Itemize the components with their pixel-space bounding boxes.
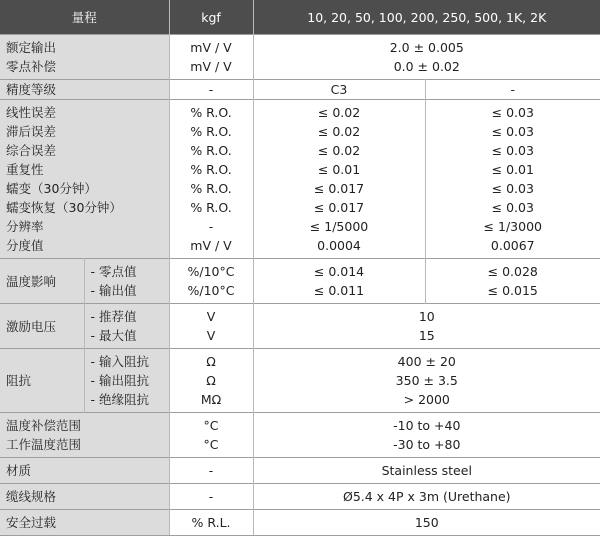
hysteresis-unit: % R.O. — [190, 124, 232, 139]
combined-error-col2: ≤ 0.03 — [491, 143, 534, 158]
temp-range-values — [253, 413, 600, 458]
accuracy-label: 精度等级 — [0, 80, 169, 100]
creep-return-col2: ≤ 0.03 — [491, 200, 534, 215]
temp-effect-sublabels — [84, 259, 169, 304]
error-values-col1 — [253, 100, 425, 259]
resistance-sublabels — [84, 349, 169, 413]
resolution-col1: ≤ 1/5000 — [309, 219, 369, 234]
temp-effect-zero-col1: ≤ 0.014 — [313, 264, 365, 279]
rated-output-group-label — [0, 35, 169, 80]
resolution-col2: ≤ 1/3000 — [483, 219, 542, 234]
repeatability-col1: ≤ 0.01 — [317, 162, 361, 177]
linearity-unit: % R.O. — [190, 105, 232, 120]
division-col2: 0.0067 — [490, 238, 535, 253]
compensated-temp-label: 温度补偿范围 — [6, 418, 82, 433]
table-row — [0, 458, 600, 484]
material-value: Stainless steel — [253, 458, 600, 484]
resolution-label: 分辨率 — [6, 219, 44, 234]
rated-output-label: 额定输出 — [6, 40, 57, 55]
header-param: 量程 — [0, 0, 169, 35]
excitation-sublabels — [84, 304, 169, 349]
temp-effect-output-col1: ≤ 0.011 — [313, 283, 365, 298]
table-row — [0, 484, 600, 510]
table-row — [0, 349, 600, 413]
temp-effect-zero-col2: ≤ 0.028 — [487, 264, 538, 279]
temp-range-labels — [0, 413, 169, 458]
temp-effect-col2 — [425, 259, 600, 304]
operating-temp-value: -30 to +80 — [393, 437, 461, 452]
excitation-recommended-label: - 推荐值 — [90, 309, 137, 324]
excitation-recommended-value: 10 — [418, 309, 435, 324]
temp-effect-output-col2: ≤ 0.015 — [487, 283, 538, 298]
cable-value: Ø5.4 x 4P x 3m (Urethane) — [253, 484, 600, 510]
material-unit: - — [169, 458, 253, 484]
temp-effect-zero-unit: %/10°C — [187, 264, 235, 279]
excitation-max-value: 15 — [418, 328, 435, 343]
operating-temp-unit: °C — [203, 437, 219, 452]
temp-effect-output-unit: %/10°C — [187, 283, 235, 298]
accuracy-col1: C3 — [253, 80, 425, 100]
division-label: 分度值 — [6, 238, 44, 253]
output-resistance-value: 350 ± 3.5 — [395, 373, 458, 388]
creep-return-unit: % R.O. — [190, 200, 232, 215]
insulation-resistance-label: - 绝缘阻抗 — [90, 392, 149, 407]
table-row — [0, 100, 600, 259]
creep-return-col1: ≤ 0.017 — [313, 200, 365, 215]
creep-return-label: 蠕变恢复（30分钟） — [6, 200, 122, 215]
overload-unit: % R.L. — [169, 510, 253, 536]
rated-output-units — [169, 35, 253, 80]
excitation-max-unit: V — [206, 328, 216, 343]
cable-unit: - — [169, 484, 253, 510]
creep-unit: % R.O. — [190, 181, 232, 196]
table-row — [0, 80, 600, 100]
error-units — [169, 100, 253, 259]
accuracy-col2: - — [425, 80, 600, 100]
resolution-unit: - — [208, 219, 214, 234]
resistance-values — [253, 349, 600, 413]
material-label: 材质 — [0, 458, 169, 484]
combined-error-unit: % R.O. — [190, 143, 232, 158]
accuracy-unit: - — [169, 80, 253, 100]
table-row — [0, 35, 600, 80]
table-row — [0, 259, 600, 304]
compensated-temp-unit: °C — [203, 418, 219, 433]
error-values-col2 — [425, 100, 600, 259]
temp-effect-col1 — [253, 259, 425, 304]
resistance-label: 阻抗 — [0, 349, 84, 413]
zero-balance-unit: mV / V — [190, 59, 232, 74]
linearity-col1: ≤ 0.02 — [317, 105, 361, 120]
insulation-resistance-value: > 2000 — [403, 392, 450, 407]
temp-effect-zero-label: - 零点值 — [90, 264, 137, 279]
table-row — [0, 304, 600, 349]
repeatability-label: 重复性 — [6, 162, 44, 177]
excitation-label: 激励电压 — [0, 304, 84, 349]
division-col1: 0.0004 — [317, 238, 361, 253]
creep-label: 蠕变（30分钟） — [6, 181, 97, 196]
repeatability-col2: ≤ 0.01 — [491, 162, 534, 177]
header-capacity-values: 10, 20, 50, 100, 200, 250, 500, 1K, 2K — [253, 0, 600, 35]
header-unit: kgf — [169, 0, 253, 35]
combined-error-col1: ≤ 0.02 — [317, 143, 361, 158]
error-labels — [0, 100, 169, 259]
excitation-values — [253, 304, 600, 349]
overload-value: 150 — [253, 510, 600, 536]
output-resistance-unit: Ω — [206, 373, 216, 388]
table-header-row — [0, 0, 600, 35]
excitation-max-label: - 最大值 — [90, 328, 137, 343]
operating-temp-label: 工作温度范围 — [6, 437, 82, 452]
linearity-label: 线性误差 — [6, 105, 57, 120]
rated-output-values — [253, 35, 600, 80]
linearity-col2: ≤ 0.03 — [491, 105, 534, 120]
temp-effect-units — [169, 259, 253, 304]
zero-balance-value: 0.0 ± 0.02 — [393, 59, 460, 74]
rated-output-value: 2.0 ± 0.005 — [389, 40, 464, 55]
compensated-temp-value: -10 to +40 — [393, 418, 461, 433]
input-resistance-value: 400 ± 20 — [397, 354, 456, 369]
creep-col2: ≤ 0.03 — [491, 181, 534, 196]
excitation-units — [169, 304, 253, 349]
combined-error-label: 综合误差 — [6, 143, 57, 158]
repeatability-unit: % R.O. — [190, 162, 232, 177]
insulation-resistance-unit: MΩ — [200, 392, 222, 407]
hysteresis-col2: ≤ 0.03 — [491, 124, 534, 139]
output-resistance-label: - 输出阻抗 — [90, 373, 149, 388]
resistance-units — [169, 349, 253, 413]
temp-effect-label: 温度影响 — [0, 259, 84, 304]
hysteresis-label: 滞后误差 — [6, 124, 57, 139]
overload-label: 安全过载 — [0, 510, 169, 536]
temp-effect-output-label: - 输出值 — [90, 283, 137, 298]
temp-range-units — [169, 413, 253, 458]
input-resistance-label: - 输入阻抗 — [90, 354, 149, 369]
input-resistance-unit: Ω — [206, 354, 216, 369]
excitation-recommended-unit: V — [206, 309, 216, 324]
table-row — [0, 413, 600, 458]
division-unit: mV / V — [190, 238, 232, 253]
zero-balance-label: 零点补偿 — [6, 59, 57, 74]
hysteresis-col1: ≤ 0.02 — [317, 124, 361, 139]
cable-label: 缆线规格 — [0, 484, 169, 510]
rated-output-unit: mV / V — [190, 40, 232, 55]
table-row — [0, 510, 600, 536]
creep-col1: ≤ 0.017 — [313, 181, 365, 196]
